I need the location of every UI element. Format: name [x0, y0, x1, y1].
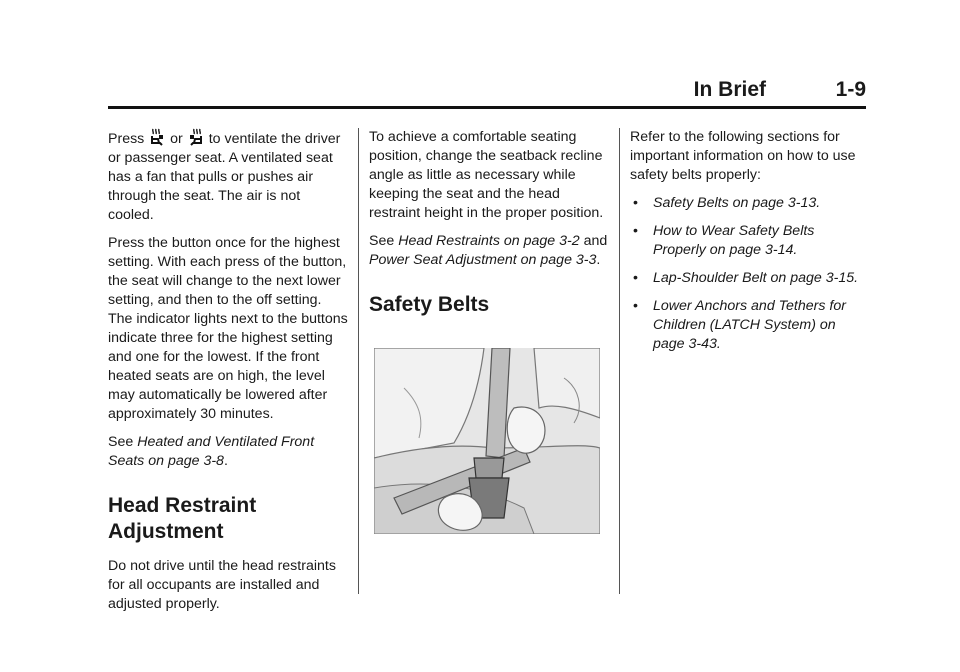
list-item[interactable]: • How to Wear Safety Belts Properly on page 3-14. — [633, 223, 815, 258]
list-item[interactable]: • Lower Anchors and Tethers for Children (LATCH System) on page 3-43. — [633, 298, 846, 352]
list-item[interactable]: • Safety Belts on page 3-13. — [633, 195, 821, 211]
ventilated-seat-driver-icon — [150, 128, 164, 146]
page-number: 1-9 — [835, 78, 866, 101]
seat-belt-buckle-illustration — [374, 348, 600, 534]
section-title: In Brief — [693, 78, 766, 101]
safety-belts-heading: Safety Belts — [369, 293, 490, 316]
head-restraint-heading: Head Restraint Adjustment — [108, 494, 257, 543]
column-divider — [619, 128, 620, 594]
see-reference: See Head Restraints on page 3-2 and Power Seat Adjustment on page 3-3. — [369, 233, 608, 268]
head-restraint-paragraph: Do not drive until the head restraints for all occupants are installed and adjusted properly. — [108, 558, 336, 612]
column-divider — [358, 128, 359, 594]
see-reference: See Heated and Ventilated Front Seats on page 3-8. — [108, 434, 315, 469]
heated-seats-link[interactable]: Heated and Ventilated Front Seats on page 3-8 — [108, 434, 315, 469]
comfort-paragraph: To achieve a comfortable seating position, change the seatback recline angle as little as necessary while keeping the seat and the head restraint height in the proper position. — [369, 129, 604, 221]
ventilate-paragraph: Press or to ventilate the driver or passenger seat. A ventilated seat has a fan that pulls or pushes air through the seat. The air is not cooled. — [108, 128, 348, 225]
power-seat-link[interactable]: Power Seat Adjustment on page 3-3 — [369, 252, 597, 268]
press-button-paragraph: Press the button once for the highest setting. With each press of the button, the seat will change to the next lower setting, and then to the off setting. The indicator lights next to the buttons indicate three for the highest setting and one for the lowest. If the front heated seats are on high, the level may automatically be lowered after approximately 30 minutes. — [108, 235, 348, 422]
refer-paragraph: Refer to the following sections for important information on how to use safety belts properly: — [630, 129, 856, 183]
ventilated-seat-passenger-icon — [189, 128, 203, 146]
reference-list — [630, 194, 865, 354]
head-restraints-link[interactable]: Head Restraints on page 3-2 — [398, 233, 580, 249]
list-item[interactable]: • Lap-Shoulder Belt on page 3-15. — [633, 270, 859, 286]
column-3 — [630, 128, 865, 363]
column-1 — [108, 128, 348, 623]
column-2 — [369, 128, 609, 540]
page-header — [108, 78, 866, 109]
